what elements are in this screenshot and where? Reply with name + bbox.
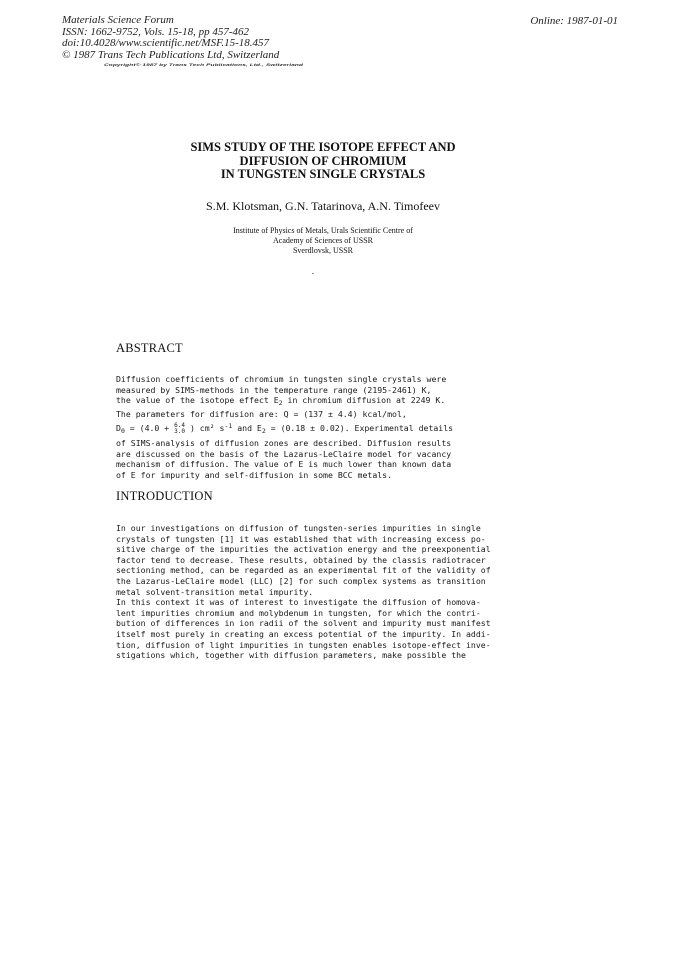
intro-line: the Lazarus-LeClaire model (LLC) [2] for such complex systems as transition [116,575,486,586]
journal-header [62,15,279,61]
intro-line: tion, diffusion of light impurities in tungsten enables isotope-effect inve- [116,639,491,650]
intro-line: In our investigations on diffusion of tungsten-series impurities in single [116,523,481,533]
abstract-line: The parameters for diffusion are: Q = (137 ± 4.4) kcal/mol, [116,408,407,419]
abstract-line: of E for impurity and self-diffusion in some BCC metals. [116,469,393,480]
abstract-line: Diffusion coefficients of chromium in tungsten single crystals were [116,374,447,384]
copyright-line: © 1987 Trans Tech Publications Ltd, Switzerland [62,48,280,61]
intro-line: factor tend to decrease. These results, obtained by the classis radiotracer [116,554,486,565]
abstract-body [116,374,453,480]
affiliation-line: Academy of Sciences of USSR [273,236,373,245]
intro-line: sitive charge of the impurities the activation energy and the preexponential [116,544,491,555]
intro-line: In this context it was of interest to investigate the diffusion of homova- [116,597,481,608]
online-date: Online: 1987-01-01 [530,15,618,27]
affiliation-line: Sverdlovsk, USSR [292,246,353,255]
intro-line: stigations which, together with diffusion parameters, make possible the [116,650,466,661]
abstract-line: $D_0 = (4.0$ + 6.4 3.0 ) cm² $s^{-1}$ and $E_2 = (0.18 \pm 0.02)$. Experimental details [116,422,454,436]
abstract-line: measured by SIMS-methods in the temperature range (2195-2461) K, [116,384,432,395]
authors: S.M. Klotsman, G.N. Tatarinova, A.N. Timofeev [206,199,440,213]
journal-name: Materials Science Forum [62,14,174,26]
introduction-heading: INTRODUCTION [116,489,213,503]
abstract-line: mechanism of diffusion. The value of E is much lower than known data [116,459,452,470]
abstract-heading: ABSTRACT [116,341,183,355]
intro-line: crystals of tungsten [1] it was established that with increasing excess po- [116,533,486,544]
abstract-line: of SIMS-analysis of diffusion zones are described. Diffusion results [116,437,452,448]
affiliation [150,226,496,256]
intro-line: itself most purely in creating an excess potential of the impurity. In addi- [116,628,491,639]
title-line: IN TUNGSTEN SINGLE CRYSTALS [220,167,426,181]
intro-line: metal solvent-transition metal impurity. [116,586,314,597]
affiliation-line: Institute of Physics of Metals, Urals Scientific Centre of [233,226,413,235]
paper-title [150,141,496,182]
abstract-line: are discussed on the basis of the Lazarus-LeClaire model for vacancy [116,448,452,459]
intro-line: lent impurities chromium and molybdenum in tungsten, for which the contri- [116,607,481,618]
intro-line: sectioning method, can be regarded as an experimental fit of the validity of [116,565,491,576]
copyright-stamp: Copyright© 1987 by Trans Tech Publications, Ltd., Switzerland [104,63,304,68]
introduction-body [116,523,491,661]
doi-line: doi:10.4028/www.scientific.net/MSF.15-18.457 [62,37,270,49]
intro-line: bution of differences in ion radii of the solvent and impurity must manifest [116,618,491,629]
title-line: SIMS STUDY OF THE ISOTOPE EFFECT AND [190,140,456,154]
issn-line: ISSN: 1662-9752, Vols. 15-18, pp 457-462 [62,25,249,38]
title-line: DIFFUSION OF CHROMIUM [239,153,407,168]
abstract-line: the value of the isotope effect $E_2$ in chromium diffusion at 2249 K. [116,395,446,408]
scan-speck [312,273,314,274]
